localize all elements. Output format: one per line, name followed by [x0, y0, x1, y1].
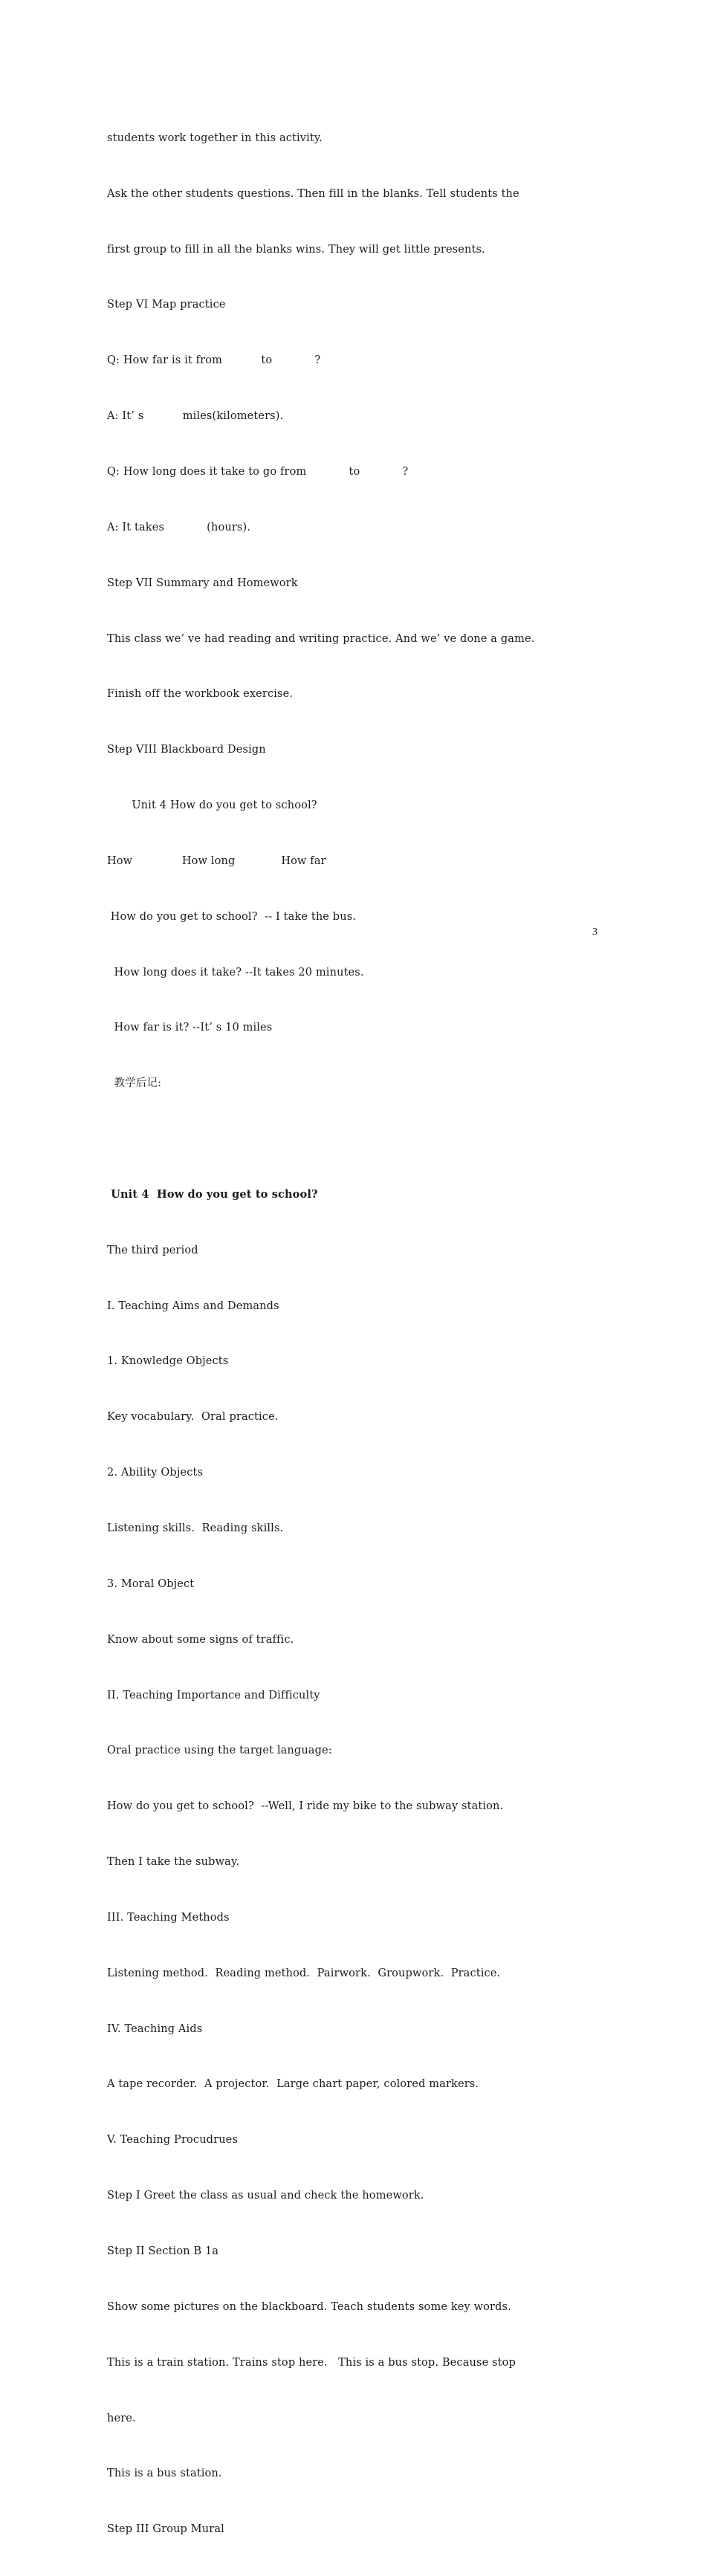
text-line: A: It takes (hours). [107, 521, 251, 533]
text-line: Listening method. Reading method. Pairwork. Groupwork. Practice. [107, 1967, 501, 1979]
text-line: Listening skills. Reading skills. [107, 1522, 284, 1534]
blackboard-line: How far is it? --It’ s 10 miles [107, 1022, 273, 1034]
text-line: This is a bus station. [107, 2468, 222, 2480]
step-heading: Step I Greet the class as usual and check the homework. [107, 2190, 424, 2202]
section-heading: V. Teaching Procudrues [107, 2134, 239, 2147]
blackboard-line: How How long How far [107, 854, 326, 867]
text-line: 3. Moral Object [107, 1577, 195, 1590]
section-heading: I. Teaching Aims and Demands [107, 1300, 279, 1312]
text-line: How do you get to school? --Well, I ride my bike to the subway station. [107, 1800, 504, 1813]
text-line: Show some pictures on the blackboard. Teach students some key words. [107, 2300, 511, 2313]
text-line: This is a train station. Trains stop here. This is a bus stop. Because stop [107, 2356, 516, 2369]
text-line: students work together in this activity. [107, 132, 323, 144]
section-heading: II. Teaching Importance and Difficulty [107, 1689, 320, 1701]
text-line: Q: How far is it from to ? [107, 354, 321, 367]
text-line: Key vocabulary. Oral practice. [107, 1411, 279, 1424]
unit-title: Unit 4 How do you get to school? [107, 1187, 318, 1201]
text-line: Oral practice using the target language: [107, 1745, 332, 1757]
step-heading: Step VI Map practice [107, 299, 226, 311]
blackboard-title: Unit 4 How do you get to school? [107, 799, 317, 812]
section-heading: III. Teaching Methods [107, 1911, 230, 1924]
text-line: here. [107, 2412, 136, 2424]
teaching-notes-label: 教学后记: [107, 1077, 162, 1090]
text-line: first group to fill in all the blanks wins. They will get little presents. [107, 243, 485, 256]
step-heading: Step II Section B 1a [107, 2245, 219, 2257]
text-line: Finish off the workbook exercise. [107, 688, 294, 701]
blackboard-line: How long does it take? --It takes 20 minutes. [107, 966, 364, 979]
blackboard-line: How do you get to school? -- I take the bus. [107, 910, 357, 923]
step-heading: Step VIII Blackboard Design [107, 744, 266, 756]
blank-line [107, 1130, 612, 1149]
text-line: 1. Knowledge Objects [107, 1355, 229, 1368]
text-line: 2. Ability Objects [107, 1467, 204, 1479]
text-line: Q: How long does it take to go from to ? [107, 465, 409, 478]
step-heading: Step III Group Mural [107, 2523, 224, 2536]
step-heading: Step VII Summary and Homework [107, 577, 298, 589]
page-number: 3 [592, 927, 597, 938]
period-title: The third period [107, 1244, 198, 1256]
section-heading: IV. Teaching Aids [107, 2022, 203, 2035]
body-text [107, 92, 612, 2576]
text-line: A tape recorder. A projector. Large chart paper, colored markers. [107, 2078, 479, 2091]
text-line: Know about some signs of traffic. [107, 1633, 294, 1646]
text-line: Ask the other students questions. Then fill in the blanks. Tell students the [107, 187, 519, 200]
text-line: This class we’ ve had reading and writing practice. And we’ ve done a game. [107, 632, 535, 645]
text-line: A: It’ s miles(kilometers). [107, 410, 284, 423]
text-line: Then I take the subway. [107, 1856, 240, 1869]
